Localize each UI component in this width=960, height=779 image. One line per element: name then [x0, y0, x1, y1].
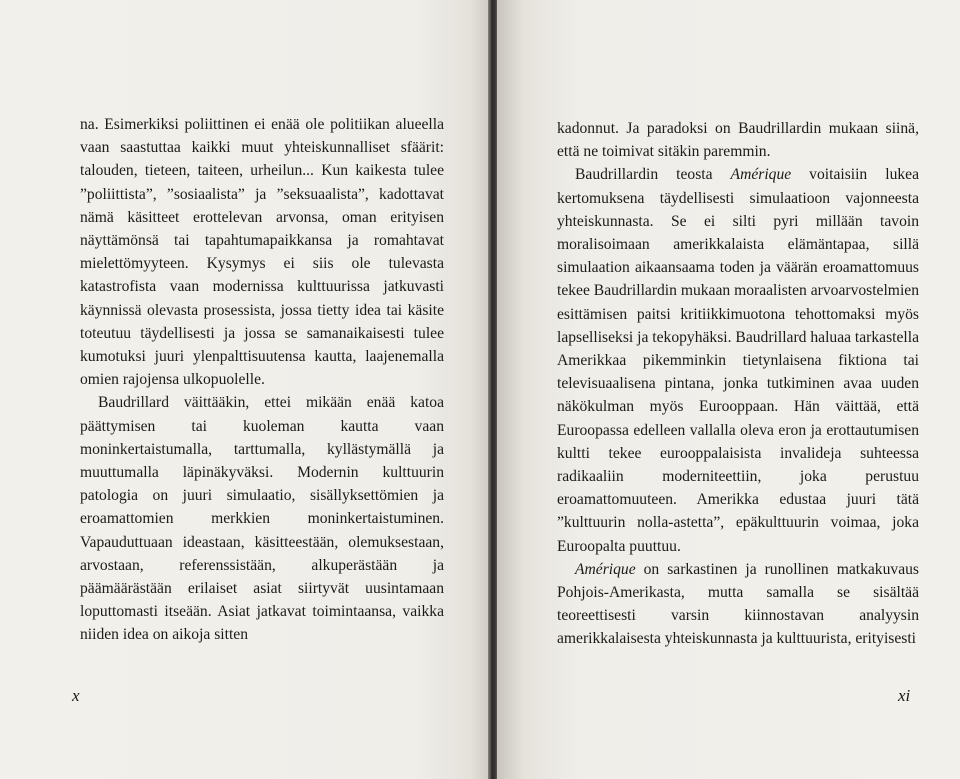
right-page-text [557, 117, 919, 651]
book-title-amerique-2: Amérique [575, 560, 636, 578]
right-paragraph-2-body: voitaisiin lukea kertomuksena täydellisesti simulaatioon vajonneesta yhteiskunnasta. Se ei silti pyri millään tavoin moralisoimaan amerikkalaista elämäntapaa, sillä simulaation aikaansaama toden ja väärän eroamattomuus tekee Baudrillardin mukaan moraalisten arvoarvostelmien esittämisen paitsi kritiikkimuotona tehottomaksi myös lapselliseksi ja tekopyhäksi. Baudrillard haluaa tarkastella Amerikkaa pikemminkin tietynlaisena fiktiona tai televisuaalisena pintana, jonka tutkiminen avaa uuden näkökulman myös Eurooppaan. Hän väittää, että Euroopassa edelleen vallalla oleva eron ja erottautumisen kultti tekee eurooppalaisista invalideja suhteessa radikaaliin moderniteettiin, joka perustuu eroamattomuuteen. Amerikka edustaa juuri tätä ”kulttuurin nolla-astetta”, epäkulttuurin voimaa, joka Euroopalta puuttuu. [557, 166, 920, 555]
left-paragraph-1: na. Esimerkiksi poliittinen ei enää ole politiikan alueella vaan saastuttaa kaikki muut yhteiskunnalliset sfäärit: talouden, tieteen, taiteen, urheilun... Kun kaikesta tulee ”poliittista”, ”sosiaalista” ja ”seksuaalista”, kadottavat nämä käsitteet erottelevan arvonsa, oman erityisen näyttämönsä tai tapahtumapaikkansa ja romahtavat mielettömyyteen. Kysymys ei siis ole tulevasta katastrofista vaan modernissa kulttuurissa jatkuvasti käynnissä olevasta prosessista, jossa tietty idea tai käsite toteutuu täydellisesti ja jossa se samanaikaisesti tulee kumotuksi juuri ylenpalttisuutensa kautta, laajenemalla omien rajojensa ulkopuolelle. [80, 116, 444, 389]
page-number-left: x [72, 686, 80, 705]
left-page-text [80, 113, 444, 647]
right-paragraph-2-lead: Baudrillardin teosta [575, 166, 731, 184]
page-number-right: xi [898, 686, 911, 705]
right-paragraph-3 [557, 558, 919, 651]
book-title-amerique: Amérique [730, 166, 792, 184]
right-paragraph-3-body: on sarkastinen ja runollinen matkakuvaus Pohjois-Amerikasta, mutta samalla se sisältää teoreettisesti varsin kiinnostavan analyysin amerikkalaisesta yhteiskunnasta ja kulttuurista, erityisesti [557, 560, 919, 648]
right-paragraph-2 [557, 163, 919, 557]
right-paragraph-1: kadonnut. Ja paradoksi on Baudrillardin mukaan siinä, että ne toimivat sitäkin paremmin. [557, 120, 919, 161]
left-paragraph-2: Baudrillard väittääkin, ettei mikään enää katoa päättymisen tai kuoleman kautta vaan moninkertaistumalla, tarttumalla, kyllästymällä ja muuttumalla läpinäkyväksi. Modernin kulttuurin patologia on juuri simulaatio, sisällyksettömien ja eroamattomien merkkien moninkertaistuminen. Vapauduttuaan ideastaan, käsitteestään, olemuksestaan, arvostaan, referenssistään, alkuperästään ja päämäärästään erilaiset asiat siirtyvät uusintamaan loputtomasti itseään. Asiat jatkavat toimintaansa, vaikka niiden idea on aikoja sitten [80, 394, 444, 644]
